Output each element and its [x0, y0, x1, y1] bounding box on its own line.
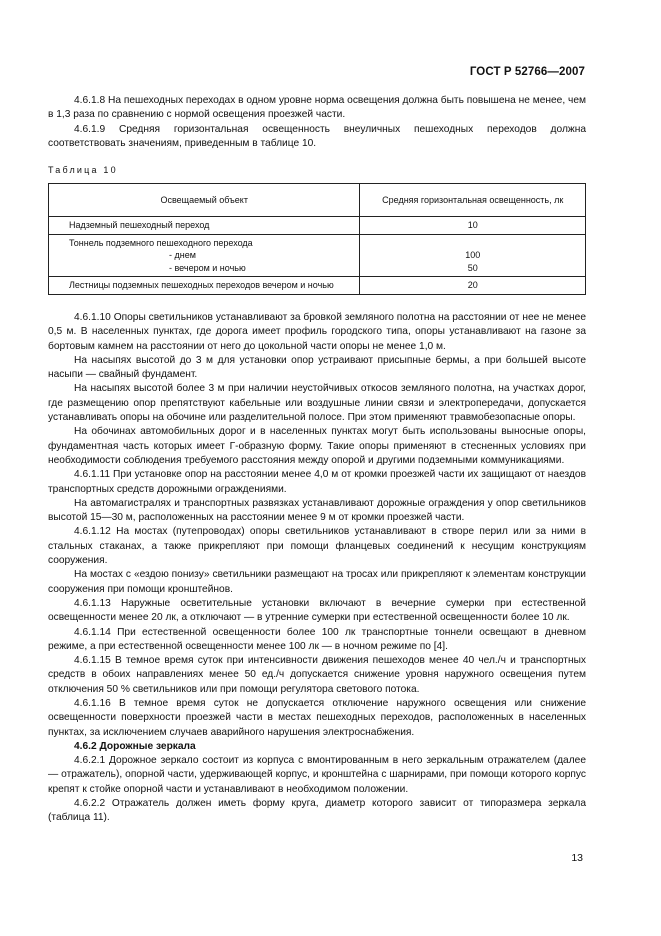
paragraph-4-6-1-12: 4.6.1.12 На мостах (путепроводах) опоры светильников устанавливают в створе перил или за ними в стальных стаканах, а также прикрепляют при помощи фланцевых соединений к несущим конструкциям сооружения.: [48, 526, 586, 567]
table-row: [49, 277, 586, 295]
paragraph-4-6-2-1: 4.6.2.1 Дорожное зеркало состоит из корпуса с вмонтированным в него зеркальным отражателем (далее — отражатель), опорной части, удерживающей корпус, и кронштейна с шарнирами, при помощи которого корпус крепят к стойке опорной части и устанавливают в необходимом положении.: [48, 755, 586, 795]
table-cell-sub-day: - днем: [169, 250, 196, 261]
table-cell-value-night: 50: [467, 262, 478, 273]
table-10: [48, 183, 586, 295]
paragraph-4-6-1-8: 4.6.1.8 На пешеходных переходах в одном уровне норма освещения должна быть повышена не менее, чем в 1,3 раза по сравнению с нормой освещения проезжей части.: [48, 95, 586, 121]
table-header-object: Освещаемый объект: [49, 184, 360, 217]
table-cell-object: Лестницы подземных пешеходных переходов вечером и ночью: [49, 277, 360, 295]
table-cell-object: [49, 234, 360, 277]
section-heading-road-mirrors: 4.6.2 Дорожные зеркала: [74, 740, 196, 752]
paragraph: На насыпях высотой до 3 м для установки опор устраивают присыпные бермы, а при большей высоте насыпи — свайный фундамент.: [48, 354, 586, 381]
table-caption: Таблица 10: [48, 165, 118, 176]
paragraph-4-6-1-14: 4.6.1.14 При естественной освещенности более 100 лк транспортные тоннели освещают в дневном режиме, а при естественной освещенности менее 100 лк — в ночном режиме по [4].: [48, 626, 586, 652]
table-cell-value-day: 100: [465, 250, 481, 261]
paragraph-4-6-1-10: 4.6.1.10 Опоры светильников устанавливают за бровкой земляного полотна на расстоянии от нее не менее 0,5 м. В населенных пунктах, где дорога имеет профиль городского типа, опоры устанавливают на газоне за бортовым камнем на расстоянии от него до цокольной части опоры не менее 1,0 м.: [48, 311, 586, 352]
paragraph-4-6-2-2: 4.6.2.2 Отражатель должен иметь форму круга, диаметр которого зависит от типоразмера зеркала (таблица 11).: [48, 798, 586, 824]
table-row: [49, 217, 586, 235]
paragraph: На насыпях высотой более 3 м при наличии неустойчивых откосов земляного полотна, на участках дорог, где размещению опор препятствуют кабельные или воздушные линии связи и электропередачи, допускается устанавливать опоры на обочине или разделительной полосе. При этом применяют травмобезопасные опоры.: [48, 383, 586, 424]
page-number: 13: [571, 852, 583, 864]
table-cell-object: Надземный пешеходный переход: [49, 217, 360, 235]
table-cell-object-title: Тоннель подземного пешеходного перехода: [69, 237, 253, 248]
paragraph-4-6-1-13: 4.6.1.13 Наружные осветительные установки включают в вечерние сумерки при естественной освещенности менее 20 лк, а отключают — в утренние сумерки при естественной освещенности более 10 лк.: [48, 597, 586, 624]
table-row: [49, 234, 586, 277]
paragraph: На автомагистралях и транспортных развязках устанавливают дорожные ограждения у опор светильников высотой 15—30 м, расположенных на расстоянии менее 9 м от кромки проезжей части.: [48, 497, 586, 524]
paragraph-4-6-1-9: 4.6.1.9 Средняя горизонтальная освещенность внеуличных пешеходных переходов должна соответствовать значениям, приведенным в таблице 10.: [48, 123, 586, 149]
paragraph-4-6-1-11: 4.6.1.11 При установке опор на расстоянии менее 4,0 м от кромки проезжей части их защищают от наездов транспортных средств дорожными ограждениями.: [48, 469, 586, 495]
paragraph: На мостах с «ездою понизу» светильники размещают на тросах или прикрепляют к элементам конструкции сооружения при помощи кронштейнов.: [48, 569, 586, 595]
paragraph: На обочинах автомобильных дорог и в населенных пунктах могут быть использованы выносные опоры, фундаментная часть которых имеет Г-образную форму. Такие опоры применяют в стесненных условиях при необходимости соблюдения требуемого расстояния между опорой и другими подземными коммуникациями.: [48, 426, 586, 466]
table-header-illuminance: Средняя горизонтальная освещенность, лк: [360, 184, 586, 217]
paragraph-4-6-1-15: 4.6.1.15 В темное время суток при интенсивности движения пешеходов менее 40 чел./ч и транспортных средств в обоих направлениях менее 50 ед./ч допускается снижение уровня наружного освещения путем отключения 50 % светильников или при помощи регулятора светового потока.: [48, 655, 586, 695]
table-header-row: [49, 184, 586, 217]
paragraph-4-6-1-16: 4.6.1.16 В темное время суток не допускается отключение наружного освещения или снижение освещенности поверхности проезжей части в местах пешеходных переходов, расположенных в населенных пунктах, за исключением случаев аварийного нарушения электроснабжения.: [48, 698, 586, 738]
table-cell-value: 10: [360, 217, 586, 235]
document-body: [48, 94, 586, 826]
table-cell-value: 20: [360, 277, 586, 295]
document-code: ГОСТ Р 52766—2007: [469, 66, 585, 78]
table-cell-sub-night: - вечером и ночью: [169, 262, 246, 273]
table-cell-value: [360, 234, 586, 277]
